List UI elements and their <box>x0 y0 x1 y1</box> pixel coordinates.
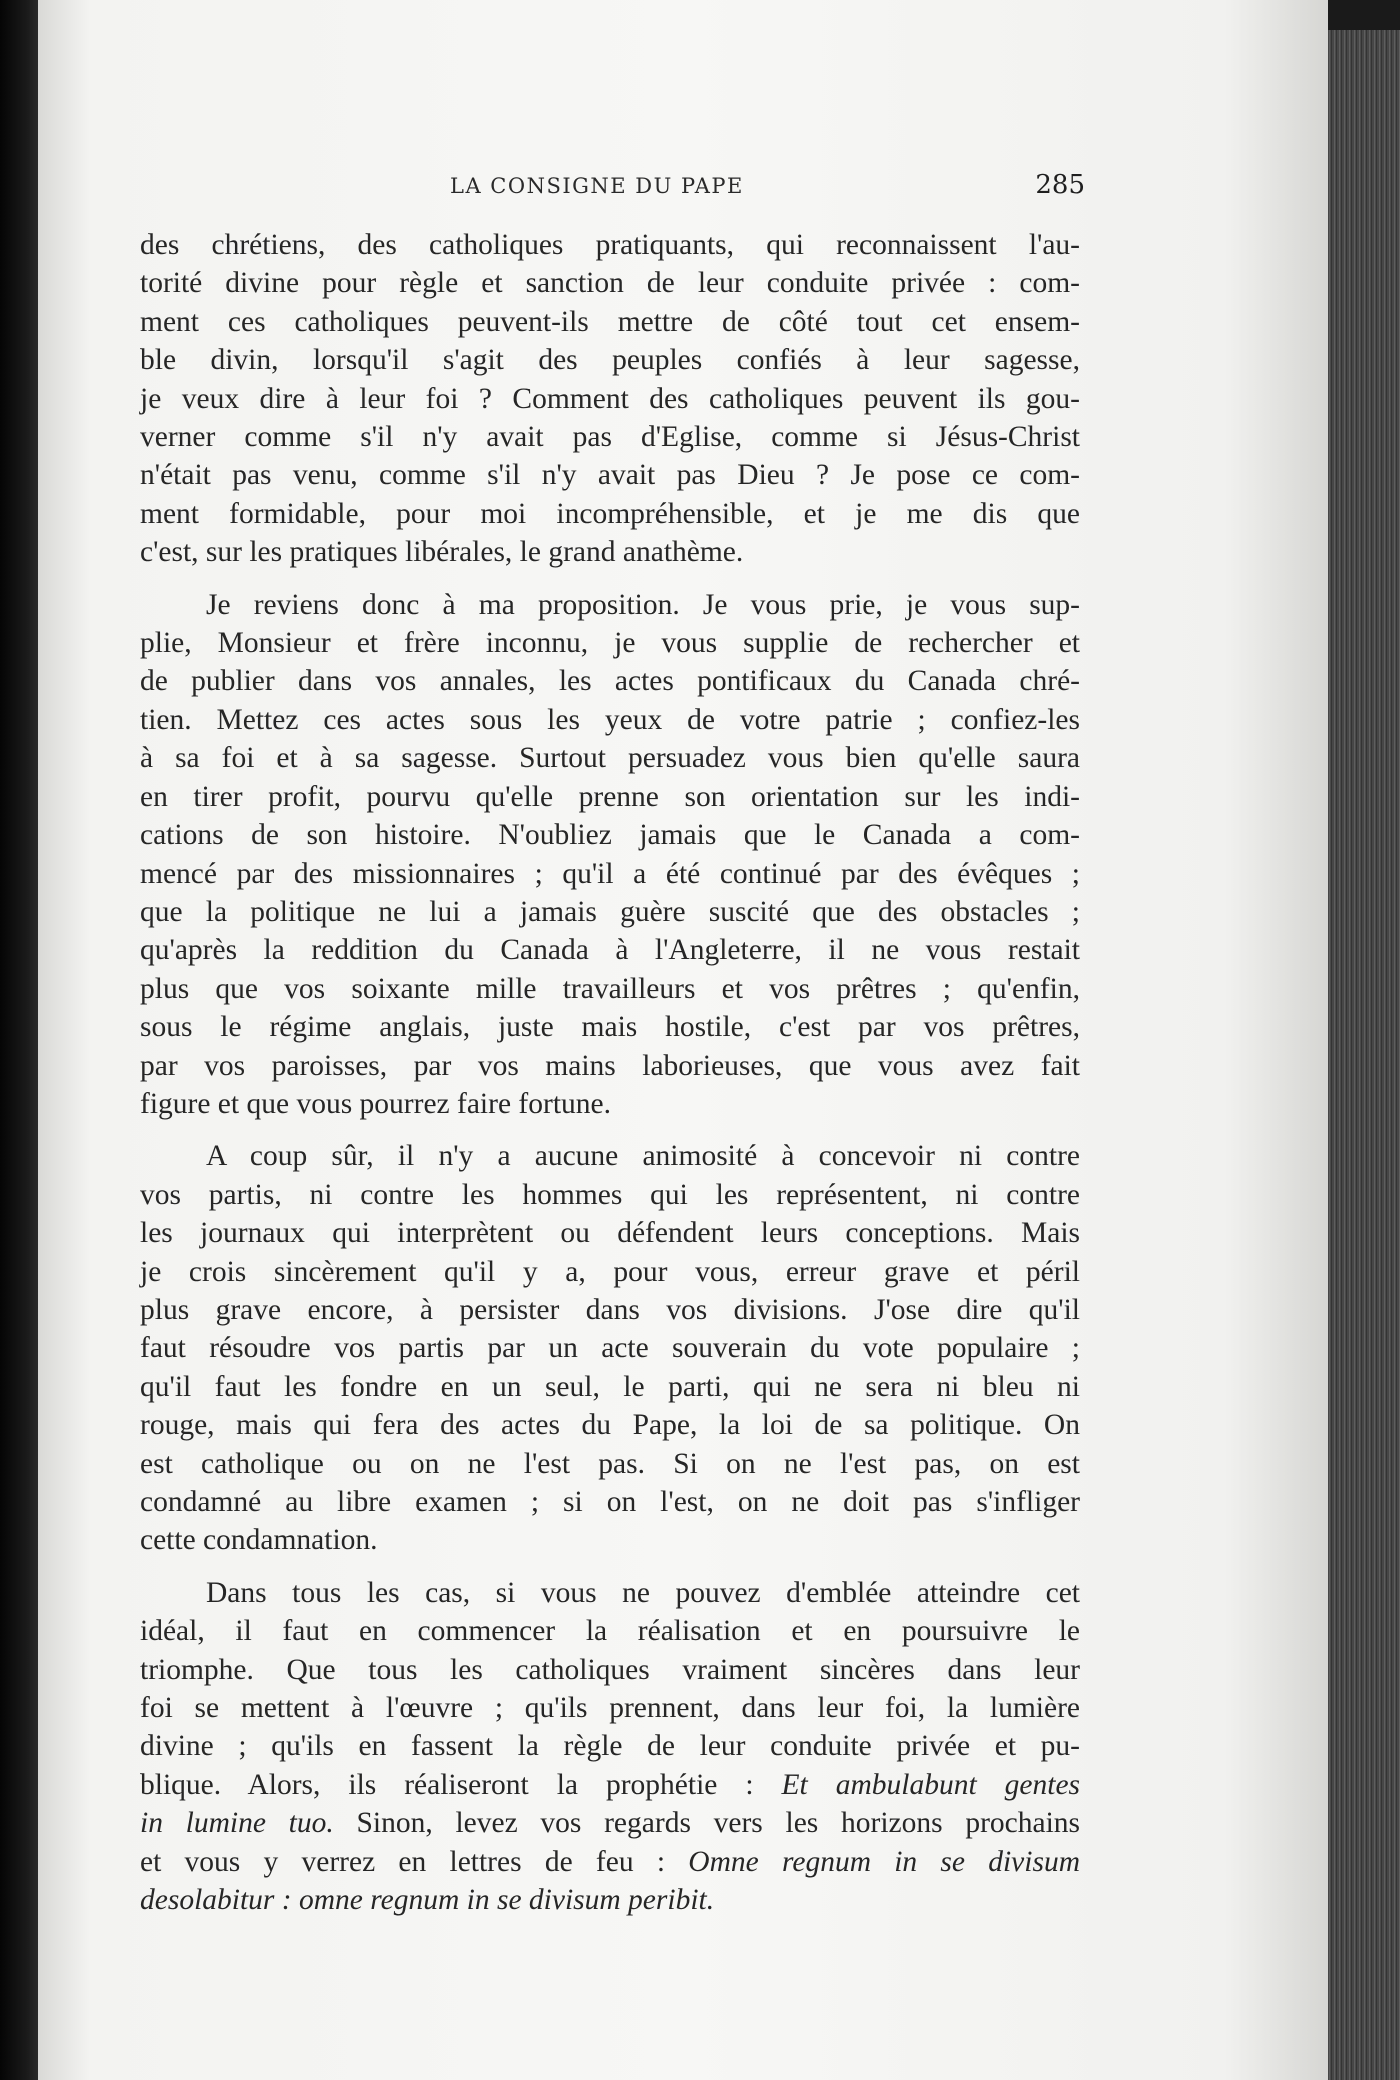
text-line: figure et que vous pourrez faire fortune. <box>140 1087 611 1120</box>
text-line: divine ; qu'ils en fassent la règle de leur conduite privée et pu- <box>140 1730 1080 1763</box>
text-line: condamné au libre examen ; si on l'est, on ne doit pas s'infliger <box>140 1486 1080 1518</box>
text-line: est catholique ou on ne l'est pas. Si on ne l'est pas, on est <box>140 1447 1080 1480</box>
italic-quote: desolabitur : omne regnum in se divisum peribit. <box>140 1884 715 1917</box>
text-line: que la politique ne lui a jamais guère suscité que des obstacles ; <box>140 895 1080 928</box>
text-line: par vos paroisses, par vos mains laborieuses, que vous avez fait <box>140 1049 1080 1082</box>
italic-quote: in lumine tuo. <box>140 1807 334 1840</box>
text-line: en tirer profit, pourvu qu'elle prenne son orientation sur les indi- <box>140 780 1080 813</box>
text-line <box>140 1766 1080 1804</box>
paragraph-2 <box>140 586 1080 1124</box>
running-head: LA CONSIGNE DU PAPE <box>450 174 744 198</box>
text-line: Je reviens donc à ma proposition. Je vous prie, je vous sup- <box>206 588 1080 621</box>
text-line: triomphe. Que tous les catholiques vraiment sincères dans leur <box>140 1653 1080 1686</box>
text-line: ment formidable, pour moi incompréhensible, et je me dis que <box>140 497 1080 530</box>
text-line: de publier dans vos annales, les actes pontificaux du Canada chré- <box>140 665 1080 698</box>
text-segment: blique. Alors, ils réaliseront la prophétie : <box>140 1768 754 1801</box>
paragraph-1 <box>140 226 1080 572</box>
text-line: à sa foi et à sa sagesse. Surtout persuadez vous bien qu'elle saura <box>140 742 1080 775</box>
text-line: plus grave encore, à persister dans vos divisions. J'ose dire qu'il <box>140 1293 1080 1326</box>
text-line: vos partis, ni contre les hommes qui les représentent, ni contre <box>140 1178 1080 1211</box>
text-line: verner comme s'il n'y avait pas d'Eglise, comme si Jésus-Christ <box>140 421 1080 454</box>
text-line: faut résoudre vos partis par un acte souverain du vote populaire ; <box>140 1332 1080 1365</box>
text-line: ble divin, lorsqu'il s'agit des peuples confiés à leur sagesse, <box>140 344 1080 377</box>
text-line: c'est, sur les pratiques libérales, le grand anathème. <box>140 536 744 569</box>
text-line <box>140 1843 1080 1881</box>
page-number: 285 <box>1035 170 1085 200</box>
paragraph-4 <box>140 1574 1080 1920</box>
text-line: torité divine pour règle et sanction de leur conduite privée : com- <box>140 267 1080 300</box>
page-header <box>180 170 1085 210</box>
text-line: cations de son histoire. N'oubliez jamais que le Canada a com- <box>140 819 1080 852</box>
text-segment: et vous y verrez en lettres de feu : <box>140 1845 666 1878</box>
text-line: ment ces catholiques peuvent-ils mettre de côté tout cet ensem- <box>140 305 1080 338</box>
text-line: les journaux qui interprètent ou défendent leurs conceptions. Mais <box>140 1217 1080 1250</box>
text-line: rouge, mais qui fera des actes du Pape, la loi de sa politique. On <box>140 1409 1080 1442</box>
text-line <box>140 1804 1080 1842</box>
page-stack-top <box>1328 0 1400 30</box>
text-line: idéal, il faut en commencer la réalisation et en poursuivre le <box>140 1615 1080 1648</box>
text-line: sous le régime anglais, juste mais hostile, c'est par vos prêtres, <box>140 1011 1080 1044</box>
text-line <box>140 1881 1080 1919</box>
text-line: foi se mettent à l'œuvre ; qu'ils prennent, dans leur foi, la lumière <box>140 1692 1080 1725</box>
text-line: je crois sincèrement qu'il y a, pour vous, erreur grave et péril <box>140 1255 1080 1288</box>
text-line: plie, Monsieur et frère inconnu, je vous supplie de rechercher et <box>140 627 1080 660</box>
text-line: A coup sûr, il n'y a aucune animosité à concevoir ni contre <box>206 1140 1080 1173</box>
book-left-edge <box>0 0 38 2080</box>
italic-quote: Et ambulabunt gentes <box>781 1768 1081 1801</box>
text-line: je veux dire à leur foi ? Comment des catholiques peuvent ils gou- <box>140 382 1080 415</box>
text-line: Dans tous les cas, si vous ne pouvez d'emblée atteindre cet <box>206 1576 1080 1609</box>
text-line: qu'il faut les fondre en un seul, le parti, qui ne sera ni bleu ni <box>140 1370 1080 1403</box>
text-line: tien. Mettez ces actes sous les yeux de votre patrie ; confiez-les <box>140 703 1080 736</box>
page-stack-edge <box>1328 30 1400 2080</box>
text-line: mencé par des missionnaires ; qu'il a été continué par des évêques ; <box>140 857 1080 890</box>
text-line: cette condamnation. <box>140 1524 378 1557</box>
paragraph-3 <box>140 1137 1080 1559</box>
text-line: plus que vos soixante mille travailleurs et vos prêtres ; qu'enfin, <box>140 972 1080 1005</box>
text-line: des chrétiens, des catholiques pratiquants, qui reconnaissent l'au- <box>140 229 1080 261</box>
text-line: qu'après la reddition du Canada à l'Angleterre, il ne vous restait <box>140 934 1080 967</box>
italic-quote: Omne regnum in se divisum <box>688 1845 1081 1878</box>
text-segment: Sinon, levez vos regards vers les horizons prochains <box>356 1807 1081 1840</box>
body-text <box>140 226 1080 1933</box>
text-line: n'était pas venu, comme s'il n'y avait pas Dieu ? Je pose ce com- <box>140 459 1080 492</box>
